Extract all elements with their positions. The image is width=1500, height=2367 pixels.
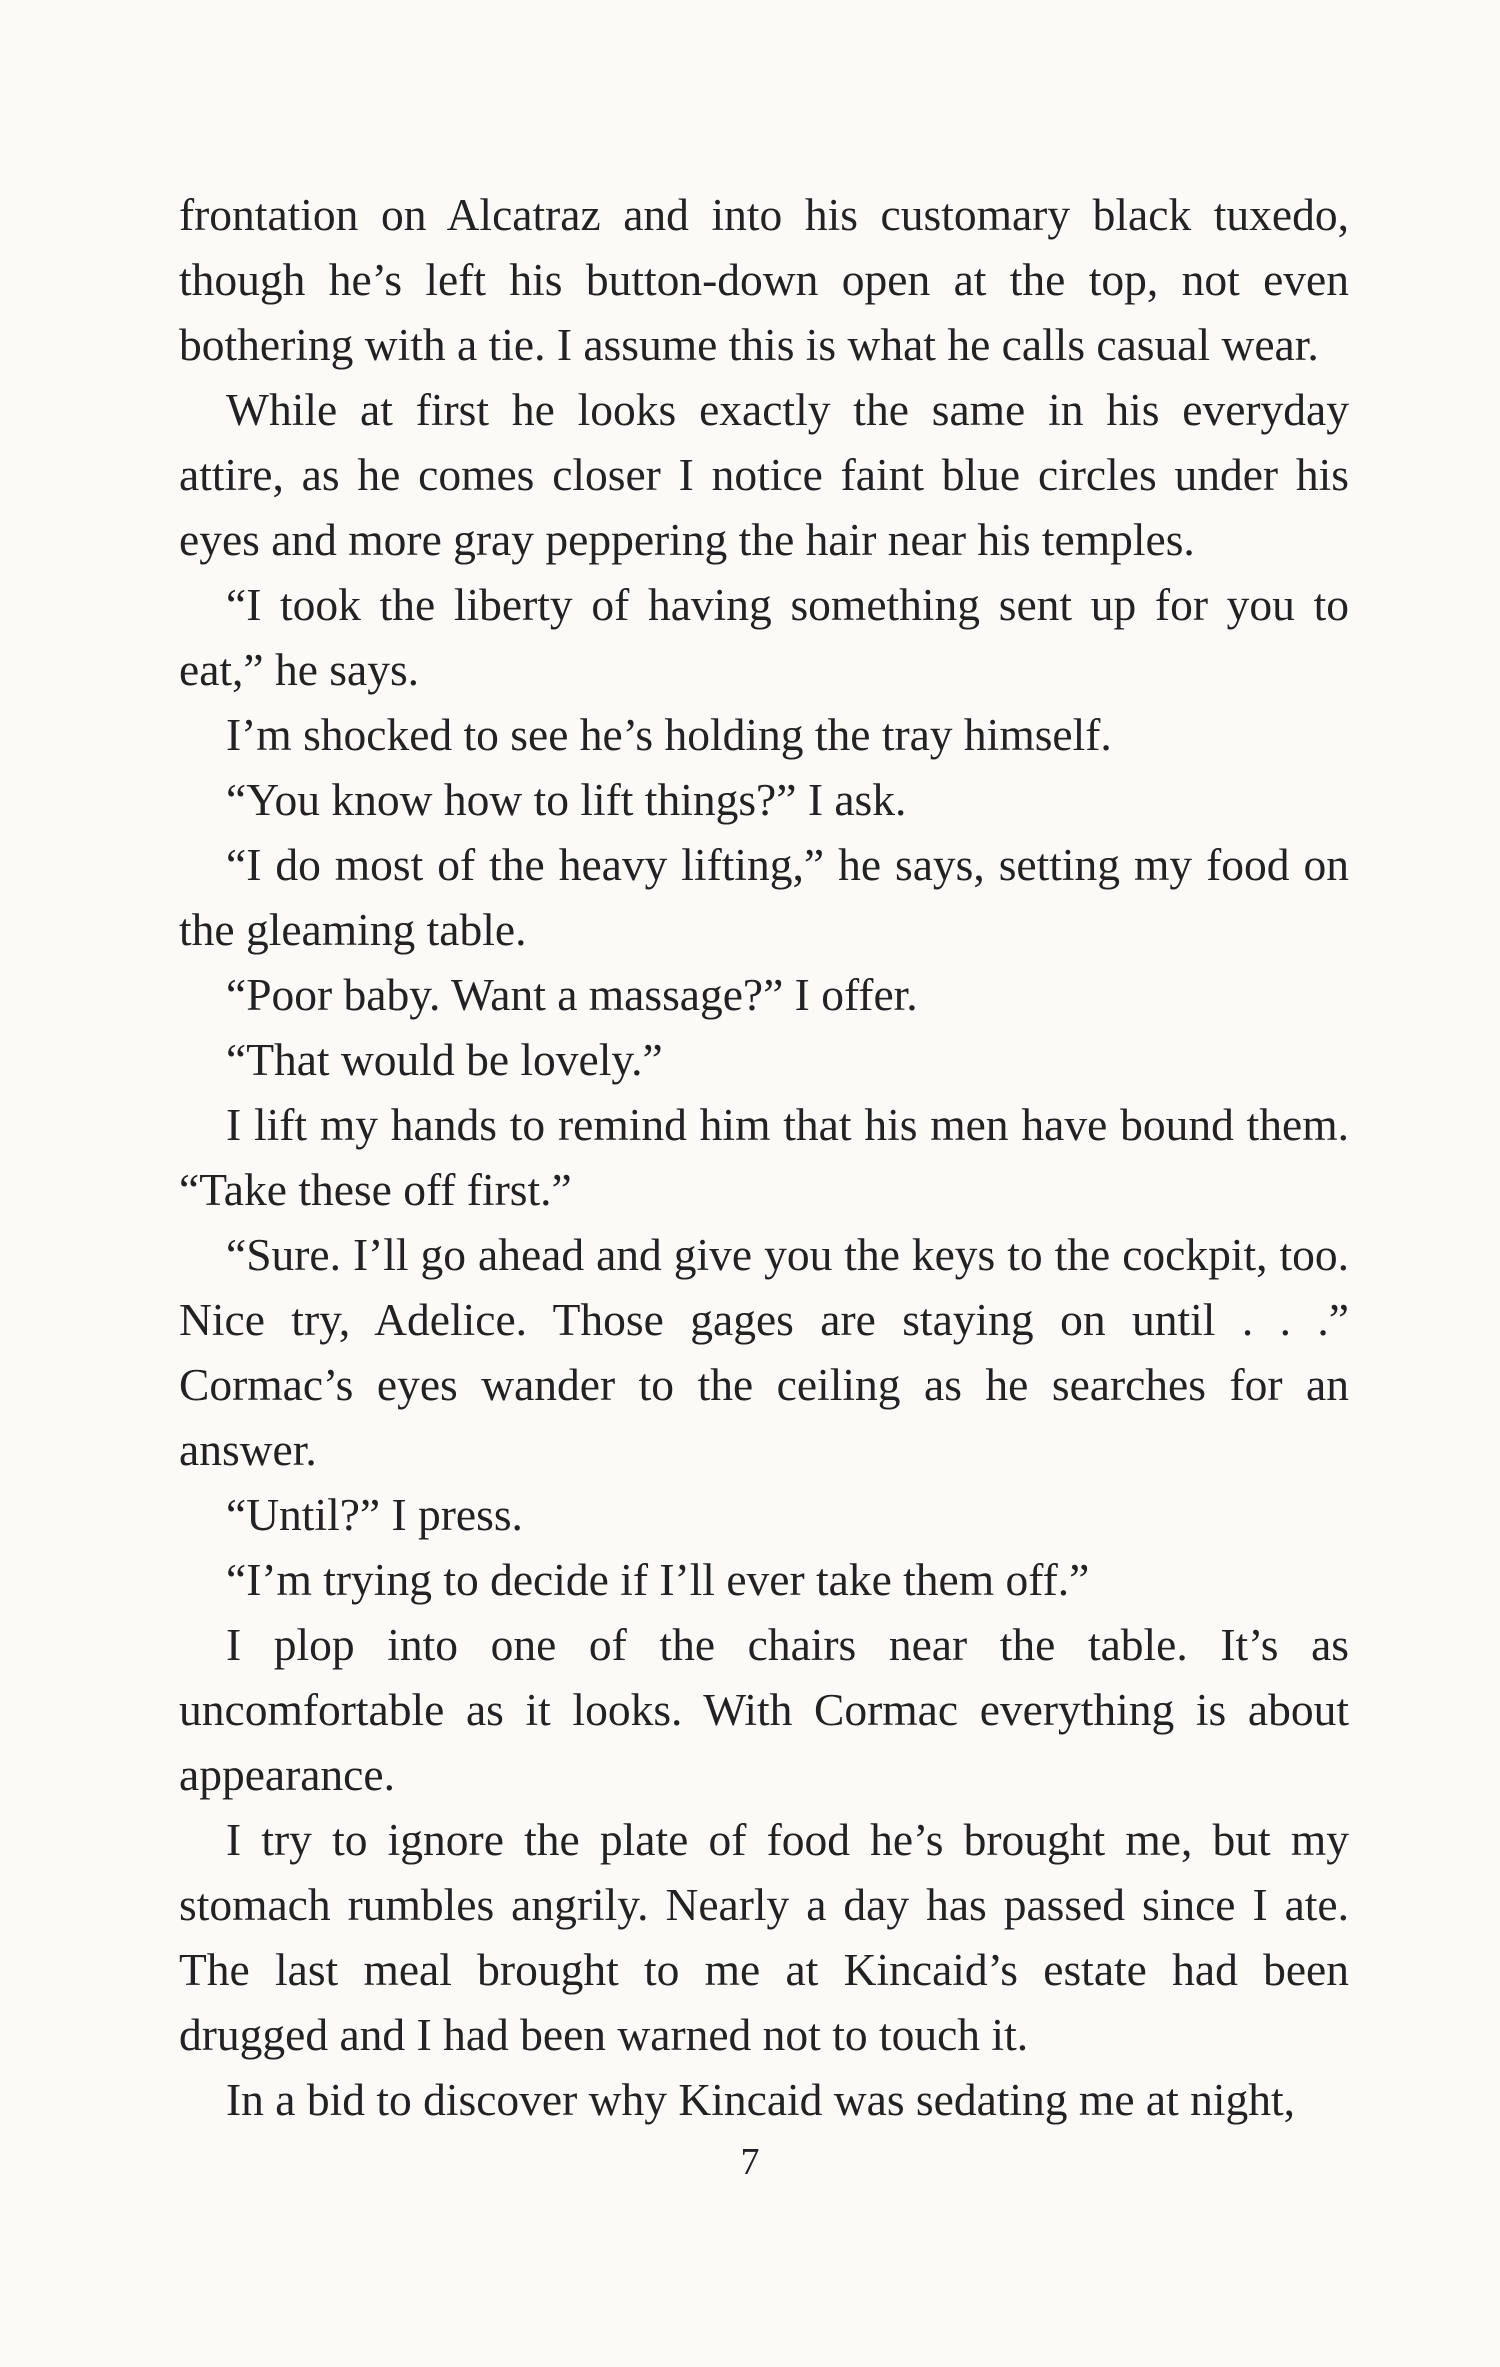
paragraph: “I do most of the heavy lifting,” he says, setting my food on the gleaming table. <box>179 839 1349 955</box>
paragraph: I lift my hands to remind him that his men have bound them. “Take these off first.” <box>179 1099 1349 1215</box>
paragraph: frontation on Alcatraz and into his customary black tuxedo, though he’s left his button-down open at the top, not even bothering with a tie. I assume this is what he calls casual wear. <box>179 189 1349 370</box>
paragraph: “That would be lovely.” <box>226 1034 663 1085</box>
paragraph: I plop into one of the chairs near the table. It’s as uncomfortable as it looks. With Cormac everything is about appearance. <box>179 1619 1349 1800</box>
page-number: 7 <box>740 2141 760 2183</box>
paragraph: I try to ignore the plate of food he’s brought me, but my stomach rumbles angrily. Nearly a day has passed since I ate. The last meal brought to me at Kincaid’s estate had been drugged and I had been warned not to touch it. <box>179 1814 1349 2060</box>
paragraph: “Until?” I press. <box>226 1489 523 1540</box>
paragraph: “Sure. I’ll go ahead and give you the keys to the cockpit, too. Nice try, Adelice. Those gages are staying on until . . .” Cormac’s eyes wander to the ceiling as he searches for an answer. <box>179 1229 1349 1475</box>
paragraph: “I took the liberty of having something sent up for you to eat,” he says. <box>179 579 1349 695</box>
body-text <box>179 182 1349 2132</box>
paragraph: While at first he looks exactly the same in his everyday attire, as he comes closer I notice faint blue circles under his eyes and more gray peppering the hair near his temples. <box>179 384 1349 565</box>
paragraph: “You know how to lift things?” I ask. <box>226 774 907 825</box>
paragraph: I’m shocked to see he’s holding the tray himself. <box>226 709 1112 760</box>
paragraph: In a bid to discover why Kincaid was sedating me at night, <box>226 2074 1296 2125</box>
paragraph: “I’m trying to decide if I’ll ever take them off.” <box>226 1554 1090 1605</box>
paragraph: “Poor baby. Want a massage?” I offer. <box>226 969 918 1020</box>
